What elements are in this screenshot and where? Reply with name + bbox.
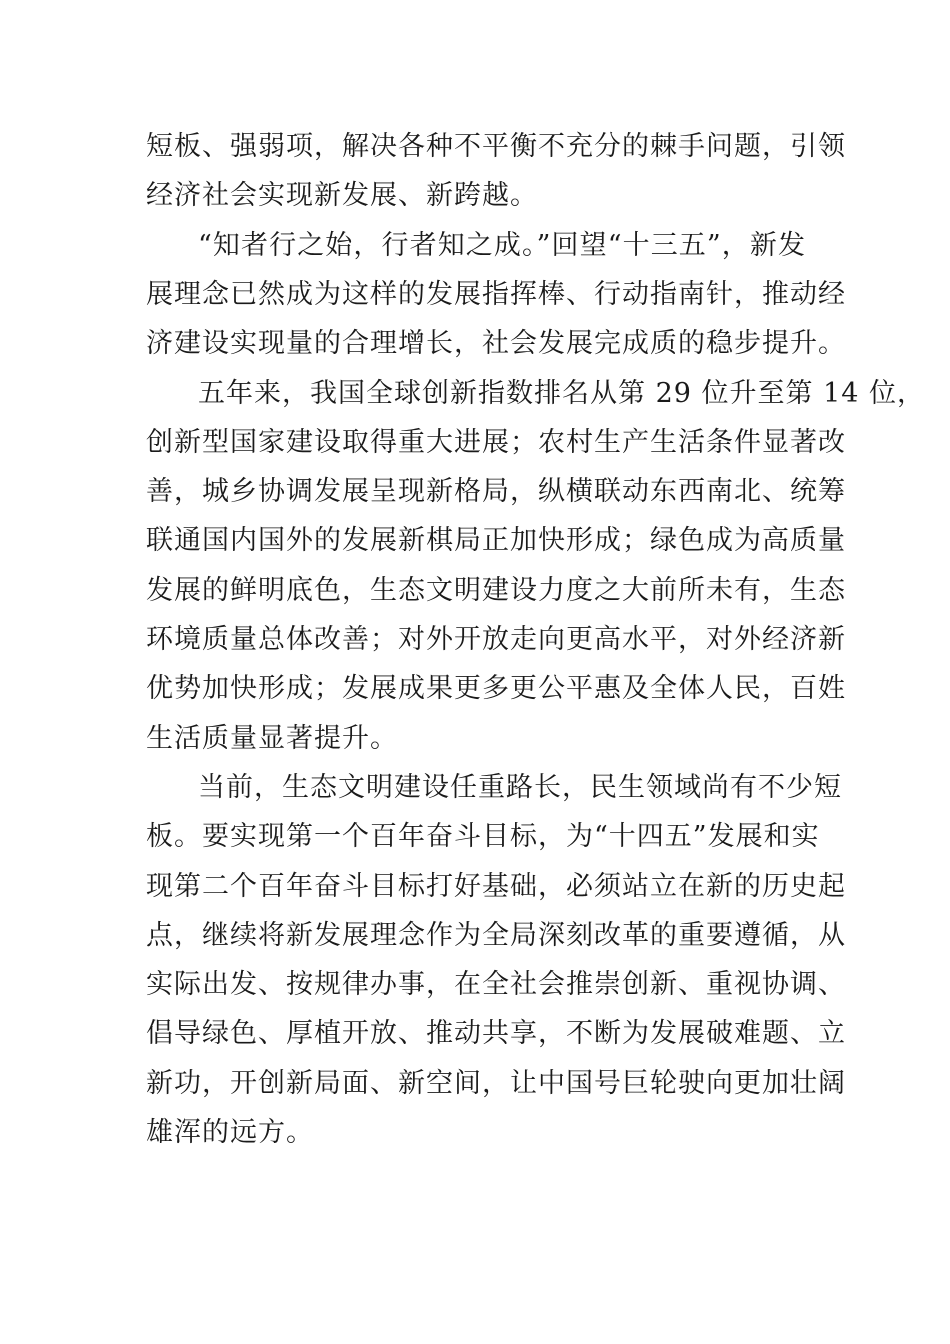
paragraph-3-line-8: 生活质量显著提升。 <box>146 723 398 754</box>
paragraph-3-line-2: 创新型国家建设取得重大进展；农村生产生活条件显著改 <box>146 427 846 458</box>
paragraph-4-line-4: 点，继续将新发展理念作为全局深刻改革的重要遵循，从 <box>146 920 846 951</box>
paragraph-4-line-7: 新功，开创新局面、新空间，让中国号巨轮驶向更加壮阔 <box>146 1068 846 1099</box>
paragraph-4-line-6: 倡导绿色、厚植开放、推动共享，不断为发展破难题、立 <box>146 1018 846 1049</box>
paragraph-4-line-3: 现第二个百年奋斗目标打好基础，必须站立在新的历史起 <box>146 871 846 902</box>
paragraph-2-line-1: “知者行之始，行者知之成。”回望“十三五”，新发 <box>198 230 806 261</box>
paragraph-3-line-4: 联通国内国外的发展新棋局正加快形成；绿色成为高质量 <box>146 525 846 556</box>
paragraph-4-line-1: 当前，生态文明建设任重路长，民生领域尚有不少短 <box>198 772 842 803</box>
paragraph-3-line-5: 发展的鲜明底色，生态文明建设力度之大前所未有，生态 <box>146 575 846 606</box>
paragraph-2-line-2: 展理念已然成为这样的发展指挥棒、行动指南针，推动经 <box>146 279 846 310</box>
paragraph-3-line-7: 优势加快形成；发展成果更多更公平惠及全体人民，百姓 <box>146 673 846 704</box>
paragraph-4-line-8: 雄浑的远方。 <box>146 1117 314 1148</box>
paragraph-3-line-6: 环境质量总体改善；对外开放走向更高水平，对外经济新 <box>146 624 846 655</box>
paragraph-3-line-3: 善，城乡协调发展呈现新格局，纵横联动东西南北、统筹 <box>146 476 846 507</box>
paragraph-1-line-1: 短板、强弱项，解决各种不平衡不充分的棘手问题，引领 <box>146 131 846 162</box>
paragraph-3-line-1: 五年来，我国全球创新指数排名从第 29 位升至第 14 位， <box>198 378 926 409</box>
paragraph-4-line-2: 板。要实现第一个百年奋斗目标，为“十四五”发展和实 <box>146 821 820 852</box>
paragraph-4-line-5: 实际出发、按规律办事，在全社会推崇创新、重视协调、 <box>146 969 846 1000</box>
paragraph-2-line-3: 济建设实现量的合理增长，社会发展完成质的稳步提升。 <box>146 328 846 359</box>
paragraph-1-line-2: 经济社会实现新发展、新跨越。 <box>146 180 538 211</box>
